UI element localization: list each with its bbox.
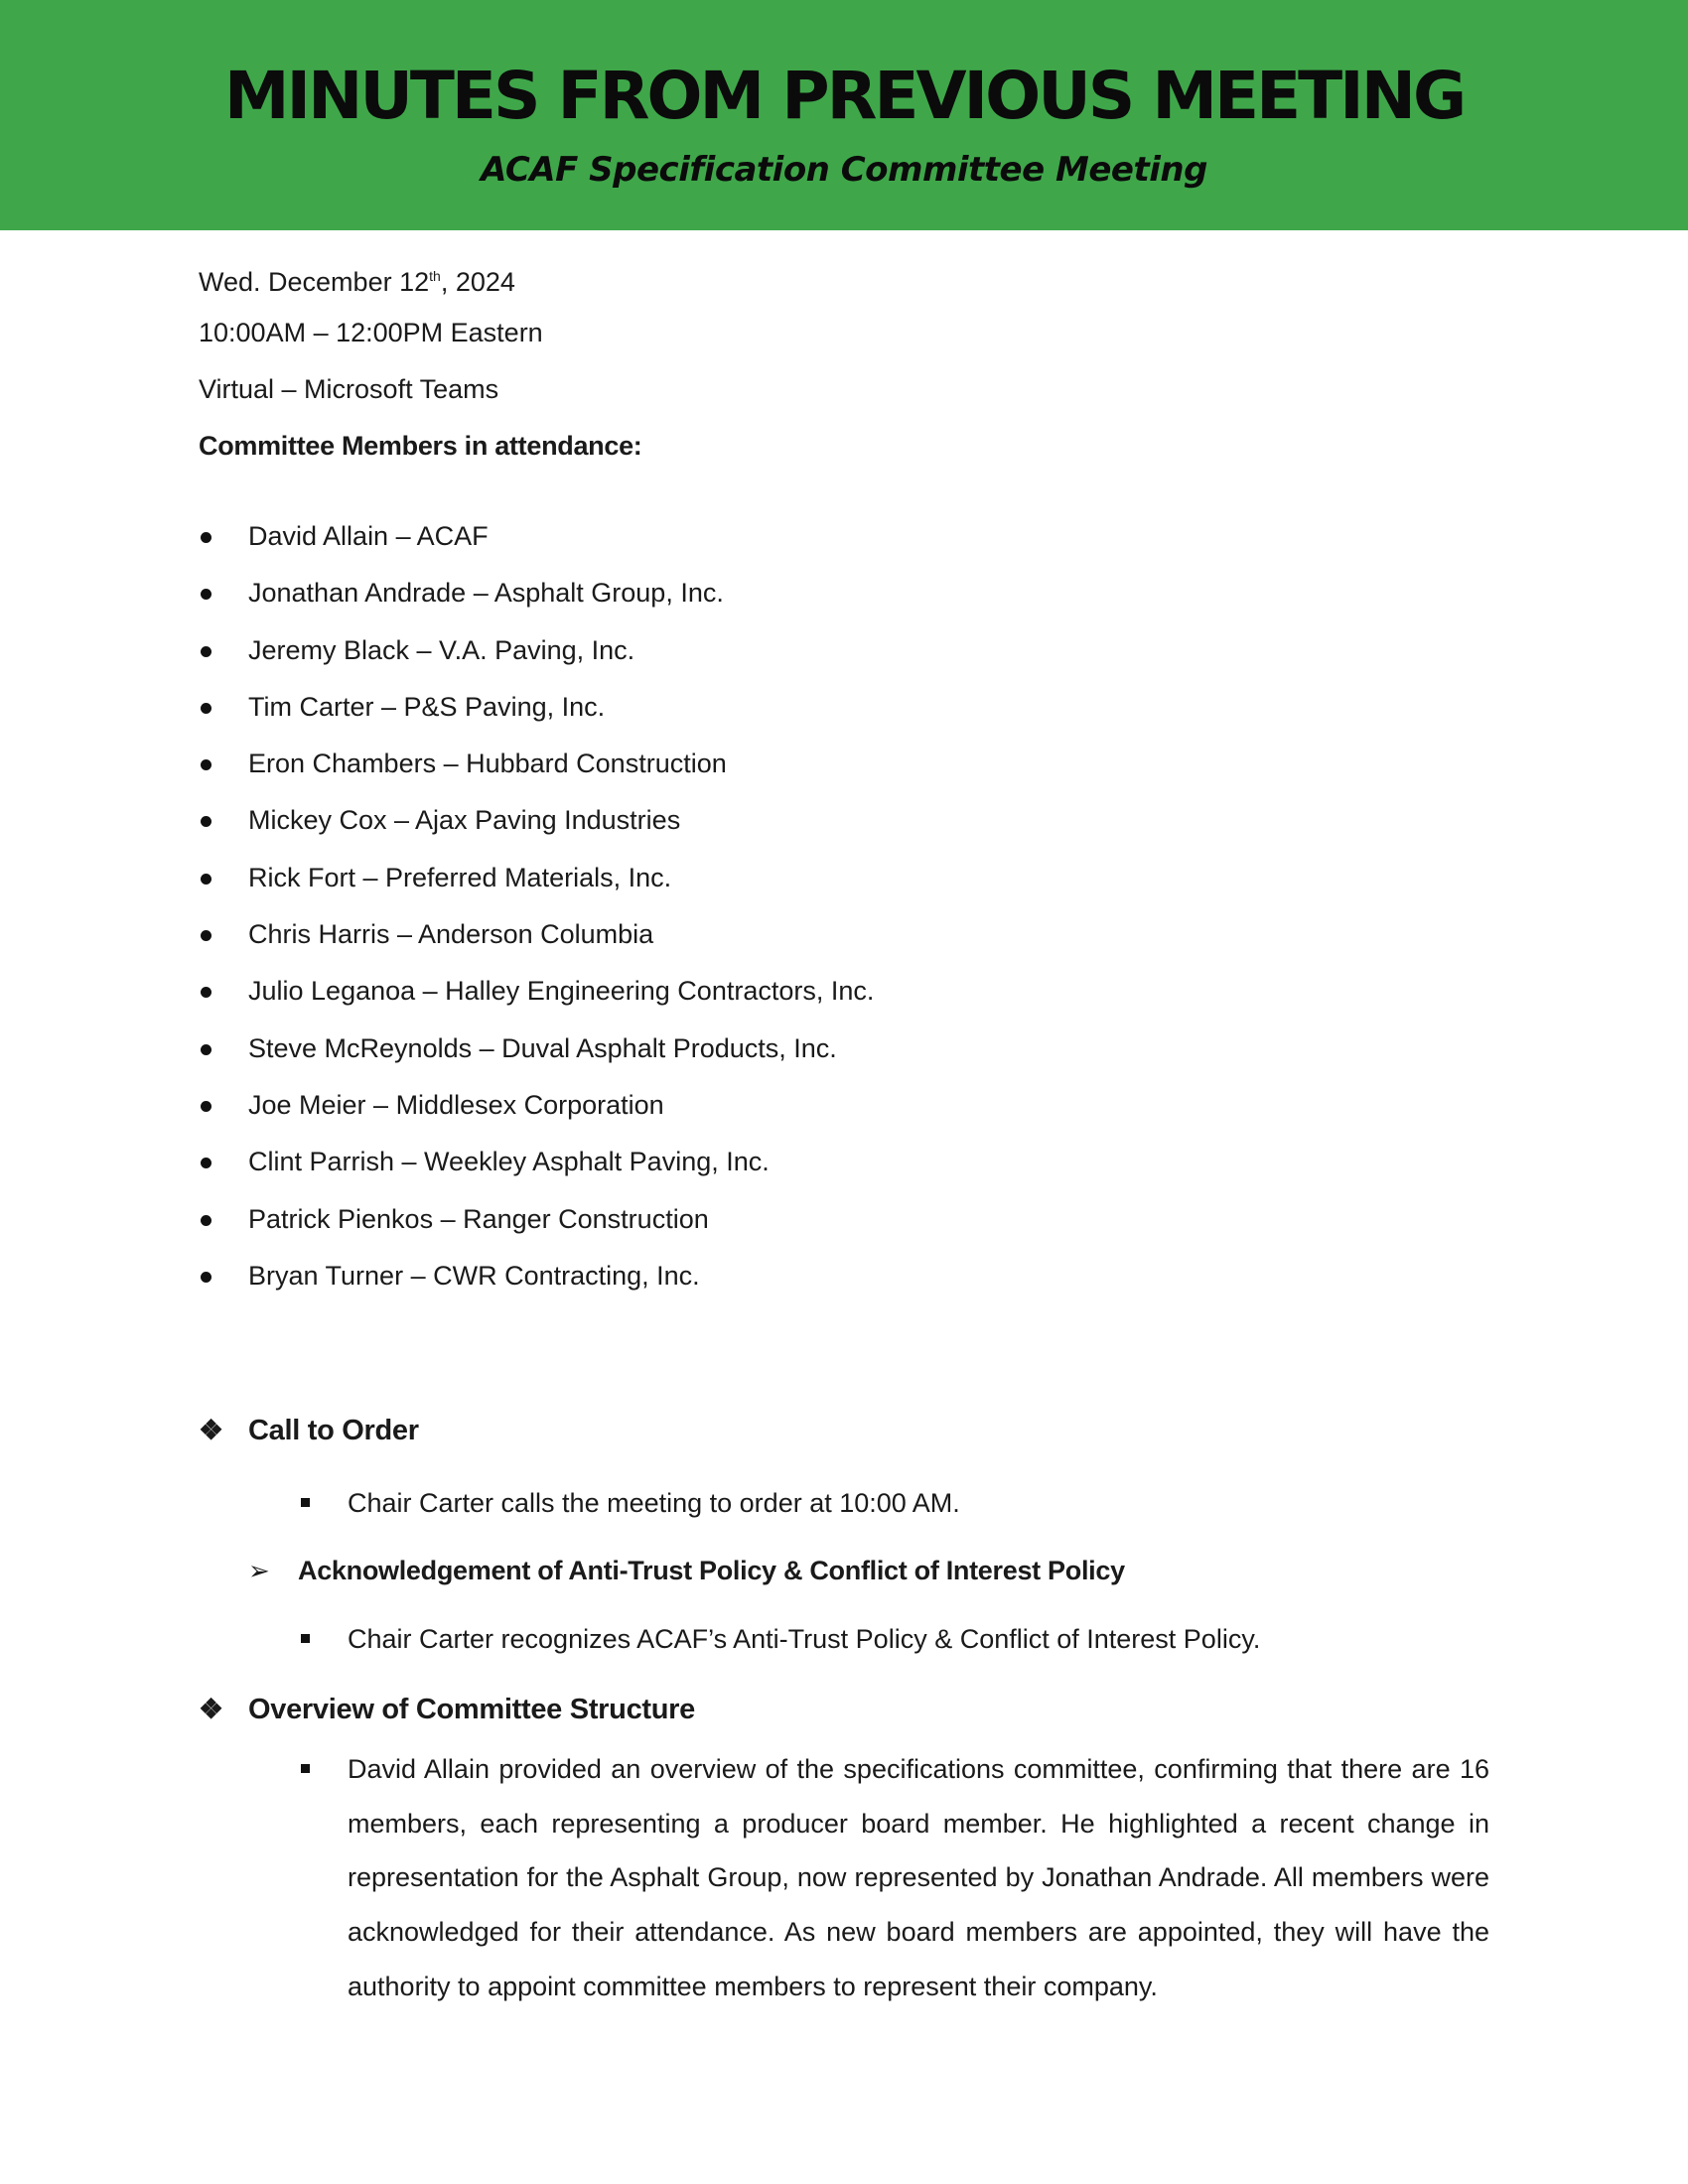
bullet-dot-icon bbox=[201, 703, 211, 714]
bullet-dot-icon bbox=[201, 874, 211, 885]
bullet-dot-icon bbox=[201, 1158, 211, 1168]
meeting-date-sup: th bbox=[429, 268, 441, 284]
meeting-location: Virtual – Microsoft Teams bbox=[199, 374, 499, 404]
bullet-dot-icon bbox=[201, 759, 211, 770]
square-bullet-icon bbox=[301, 1498, 310, 1507]
meeting-date-main: Wed. December 12 bbox=[199, 267, 430, 297]
bullet-dot-icon bbox=[201, 1272, 211, 1283]
attendance-heading: Committee Members in attendance: bbox=[199, 431, 642, 461]
bullet-dot-icon bbox=[201, 589, 211, 600]
arrow-bullet-icon: ➢ bbox=[248, 1556, 270, 1585]
bullet-dot-icon bbox=[201, 1215, 211, 1226]
attendee-name: Clint Parrish – Weekley Asphalt Paving, Inc. bbox=[248, 1147, 770, 1177]
square-bullet-icon bbox=[301, 1634, 310, 1643]
section-title: Overview of Committee Structure bbox=[248, 1694, 695, 1725]
page-title: MINUTES FROM PREVIOUS MEETING bbox=[223, 58, 1465, 134]
bullet-dot-icon bbox=[201, 930, 211, 941]
meeting-date-year: , 2024 bbox=[440, 267, 515, 297]
subsection-title: Acknowledgement of Anti-Trust Policy & Conflict of Interest Policy bbox=[298, 1556, 1125, 1585]
meeting-time: 10:00AM – 12:00PM Eastern bbox=[199, 318, 543, 347]
bullet-dot-icon bbox=[201, 1044, 211, 1055]
item-text: Chair Carter recognizes ACAF’s Anti-Trust Policy & Conflict of Interest Policy. bbox=[348, 1624, 1261, 1654]
attendee-name: Bryan Turner – CWR Contracting, Inc. bbox=[248, 1260, 700, 1291]
diamond-bullet-icon: ❖ bbox=[199, 1694, 223, 1724]
section-title: Call to Order bbox=[248, 1415, 419, 1446]
meeting-date bbox=[199, 256, 515, 302]
page-subtitle: ACAF Specification Committee Meeting bbox=[481, 150, 1207, 190]
bullet-dot-icon bbox=[201, 532, 211, 543]
attendee-name: Rick Fort – Preferred Materials, Inc. bbox=[248, 862, 672, 892]
attendee-name: Jonathan Andrade – Asphalt Group, Inc. bbox=[248, 578, 724, 609]
bullet-dot-icon bbox=[201, 646, 211, 657]
header-banner bbox=[0, 0, 1688, 230]
attendee-name: Patrick Pienkos – Ranger Construction bbox=[248, 1203, 709, 1234]
square-bullet-icon bbox=[301, 1764, 310, 1773]
diamond-bullet-icon: ❖ bbox=[199, 1415, 223, 1445]
bullet-dot-icon bbox=[201, 1101, 211, 1112]
attendee-name: Chris Harris – Anderson Columbia bbox=[248, 919, 654, 950]
attendee-name: Steve McReynolds – Duval Asphalt Products, Inc. bbox=[248, 1032, 837, 1063]
item-text: Chair Carter calls the meeting to order at 10:00 AM. bbox=[348, 1488, 960, 1518]
attendee-name: Joe Meier – Middlesex Corporation bbox=[248, 1089, 664, 1120]
item-text: David Allain provided an overview of the specifications committee, confirming that there are 16 members, each representing a producer board member. He highlighted a recent change in representation for the Asphalt Group, now represented by Jonathan Andrade. All members were acknowledged for their attendance. As new board members are appointed, they will have the authority to appoint committee members to represent their company. bbox=[348, 1754, 1489, 2001]
attendee-name: Julio Leganoa – Halley Engineering Contractors, Inc. bbox=[248, 976, 875, 1007]
attendee-name: Mickey Cox – Ajax Paving Industries bbox=[248, 805, 681, 836]
bullet-dot-icon bbox=[201, 816, 211, 827]
attendee-name: Tim Carter – P&S Paving, Inc. bbox=[248, 691, 606, 722]
bullet-dot-icon bbox=[201, 987, 211, 998]
attendee-name: Jeremy Black – V.A. Paving, Inc. bbox=[248, 634, 635, 665]
attendee-name: David Allain – ACAF bbox=[248, 521, 489, 551]
attendee-name: Eron Chambers – Hubbard Construction bbox=[248, 749, 727, 779]
